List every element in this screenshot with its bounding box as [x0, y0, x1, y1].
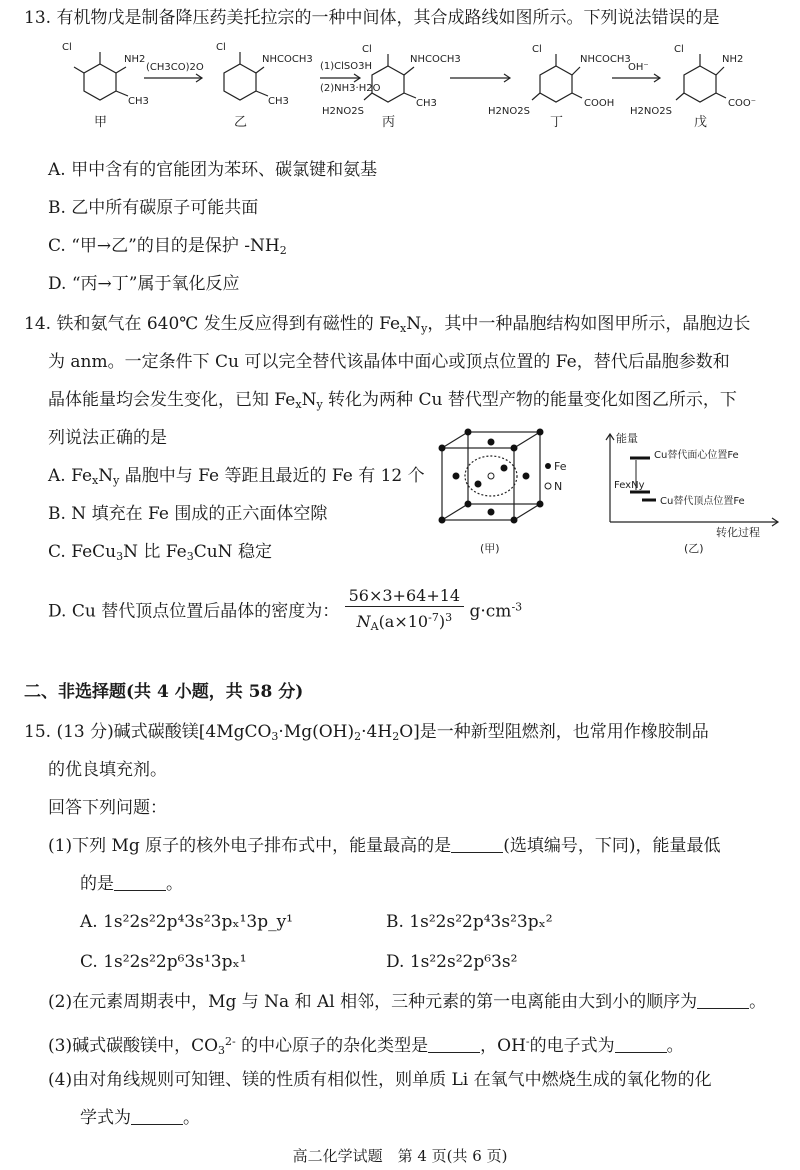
q14-line-3: 晶体能量均会发生变化，已知 $Fe_xN_y$ 转化为两种 Cu 替代型产物的能量变化如图乙所示，下 — [48, 390, 737, 411]
q15-answer-prompt: 回答下列问题： — [48, 798, 167, 818]
label-yi: 乙 — [234, 115, 248, 128]
q14-option-b: B. N 填充在 Fe 围成的正六面体空隙 — [48, 504, 328, 524]
q15-part-3: (3)碱式碳酸镁中，$CO_3^{2-}$ 的中心原子的杂化类型是 ，OH-的电子式为 。 — [48, 1035, 684, 1057]
jia-cl: Cl — [62, 42, 72, 53]
q13-option-a: A. 甲中含有的官能团为苯环、碳氯键和氨基 — [48, 160, 378, 180]
answer-blank[interactable] — [428, 1036, 480, 1053]
ding-so2nh2: H2NO2S — [488, 106, 530, 117]
ecfg-option-b: B. 1s²2s²2p⁴3s²3pₓ² — [386, 912, 553, 932]
q14-line-4: 列说法正确的是 — [48, 428, 167, 448]
answer-blank[interactable] — [131, 1108, 183, 1125]
figure-energy-diagram — [600, 428, 786, 558]
ecfg-option-c: C. 1s²2s²2p⁶3s¹3pₓ¹ — [80, 952, 247, 972]
label-ding: 丁 — [550, 115, 564, 128]
reagent-1: (CH3CO)2O — [146, 62, 204, 73]
wu-cl: Cl — [674, 44, 684, 55]
ding-nhcoch3: NHCOCH3 — [580, 54, 631, 65]
energy-lower-label: Cu替代顶点位置Fe — [660, 496, 745, 507]
bing-nhcoch3: NHCOCH3 — [410, 54, 461, 65]
q15-part-4-cont: 学式为 。 — [80, 1108, 200, 1128]
density-fraction: $\frac{56\times 3+64+14}{N_A(a\times 10^{-7})^3}$ — [345, 586, 464, 638]
q15-stem-2: 的优良填充剂。 — [48, 760, 167, 780]
label-jia: 甲 — [94, 115, 108, 128]
energy-start-label: FexNy — [614, 480, 645, 491]
jia-nh2: NH2 — [124, 54, 146, 65]
reagent-2a: (1)ClSO3H — [320, 61, 373, 72]
ecfg-option-d: D. 1s²2s²2p⁶3s² — [386, 952, 518, 972]
yi-ch3: CH3 — [268, 96, 289, 107]
yi-nhcoch3: NHCOCH3 — [262, 54, 313, 65]
energy-xlabel: 转化过程 — [716, 526, 760, 539]
wu-nh2: NH2 — [722, 54, 744, 65]
answer-blank[interactable] — [697, 992, 749, 1009]
energy-ylabel: 能量 — [616, 432, 638, 445]
caption-jia: (甲) — [480, 542, 500, 555]
q14-line-2: 为 anm。一定条件下 Cu 可以完全替代该晶体中面心或顶点位置的 Fe，替代后晶胞参数和 — [48, 352, 730, 372]
bing-so2nh2: H2NO2S — [322, 106, 364, 117]
caption-yi: (乙) — [684, 542, 704, 555]
figure-unit-cell — [436, 428, 586, 558]
q14-line-1: 14. 铁和氨气在 640℃ 发生反应得到有磁性的 $Fe_xN_y$，其中一种晶胞结构如图甲所示，晶胞边长 — [24, 314, 751, 335]
label-wu: 戊 — [694, 115, 708, 128]
ding-cl: Cl — [532, 44, 542, 55]
page-footer: 高二化学试题 第 4 页(共 6 页) — [292, 1147, 508, 1165]
jia-ch3: CH3 — [128, 96, 149, 107]
q14-option-a: A. $Fe_xN_y$ 晶胞中与 Fe 等距且最近的 Fe 有 12 个 — [48, 466, 425, 487]
reagent-4: OH⁻ — [628, 62, 649, 73]
answer-blank[interactable] — [615, 1036, 667, 1053]
q15-part-2: (2)在元素周期表中，Mg 与 Na 和 Al 相邻，三种元素的第一电离能由大到小的顺序为 。 — [48, 992, 767, 1012]
synthesis-scheme — [40, 36, 760, 128]
legend-fe: Fe — [554, 460, 567, 473]
q15-part-4: (4)由对角线规则可知锂、镁的性质有相似性，则单质 Li 在氧气中燃烧生成的氧化物的化 — [48, 1070, 712, 1090]
q15-part-1-cont: 的是 。 — [80, 874, 183, 894]
q15-part-1: (1)下列 Mg 原子的核外电子排布式中，能量最高的是 (选填编号，下同)，能量最低 — [48, 836, 721, 856]
wu-so2nh2: H2NO2S — [630, 106, 672, 117]
label-bing: 丙 — [382, 115, 396, 128]
energy-upper-label: Cu替代面心位置Fe — [654, 450, 739, 461]
ecfg-option-a: A. 1s²2s²2p⁴3s²3pₓ¹3p_y¹ — [80, 912, 293, 932]
legend-n: N — [554, 480, 563, 493]
reagent-2b: (2)NH3·H2O — [320, 83, 381, 94]
answer-blank[interactable] — [114, 874, 166, 891]
q13-option-c: C. “甲→乙”的目的是保护 $-NH_2$ — [48, 236, 287, 257]
q15-stem-1: 15. (13 分)碱式碳酸镁$[4MgCO_3\cdot Mg(OH)_2\cdot 4H_2O]$是一种新型阻燃剂，也常用作橡胶制品 — [24, 722, 709, 743]
ding-cooh: COOH — [584, 98, 615, 109]
answer-blank[interactable] — [451, 836, 503, 853]
bing-cl: Cl — [362, 44, 372, 55]
wu-coo: COO⁻ — [728, 98, 757, 109]
q13-stem: 13. 有机物戊是制备降压药美托拉宗的一种中间体，其合成路线如图所示。下列说法错误的是 — [24, 8, 720, 28]
q14-option-c: C. FeCu$_3$N 比 $Fe_3CuN$ 稳定 — [48, 542, 272, 563]
bing-ch3: CH3 — [416, 98, 437, 109]
yi-cl: Cl — [216, 42, 226, 53]
q13-option-b: B. 乙中所有碳原子可能共面 — [48, 198, 259, 218]
q13-option-d: D. “丙→丁”属于氧化反应 — [48, 274, 240, 294]
q14-option-d: D. Cu 替代顶点位置后晶体的密度为： $\frac{56\times 3+64+14}{N_A(a\times 10^{-7})^3}$ $g\cdot cm^{-3}$ — [48, 586, 522, 638]
section-title: 二、非选择题(共 4 小题，共 58 分) — [24, 682, 304, 702]
